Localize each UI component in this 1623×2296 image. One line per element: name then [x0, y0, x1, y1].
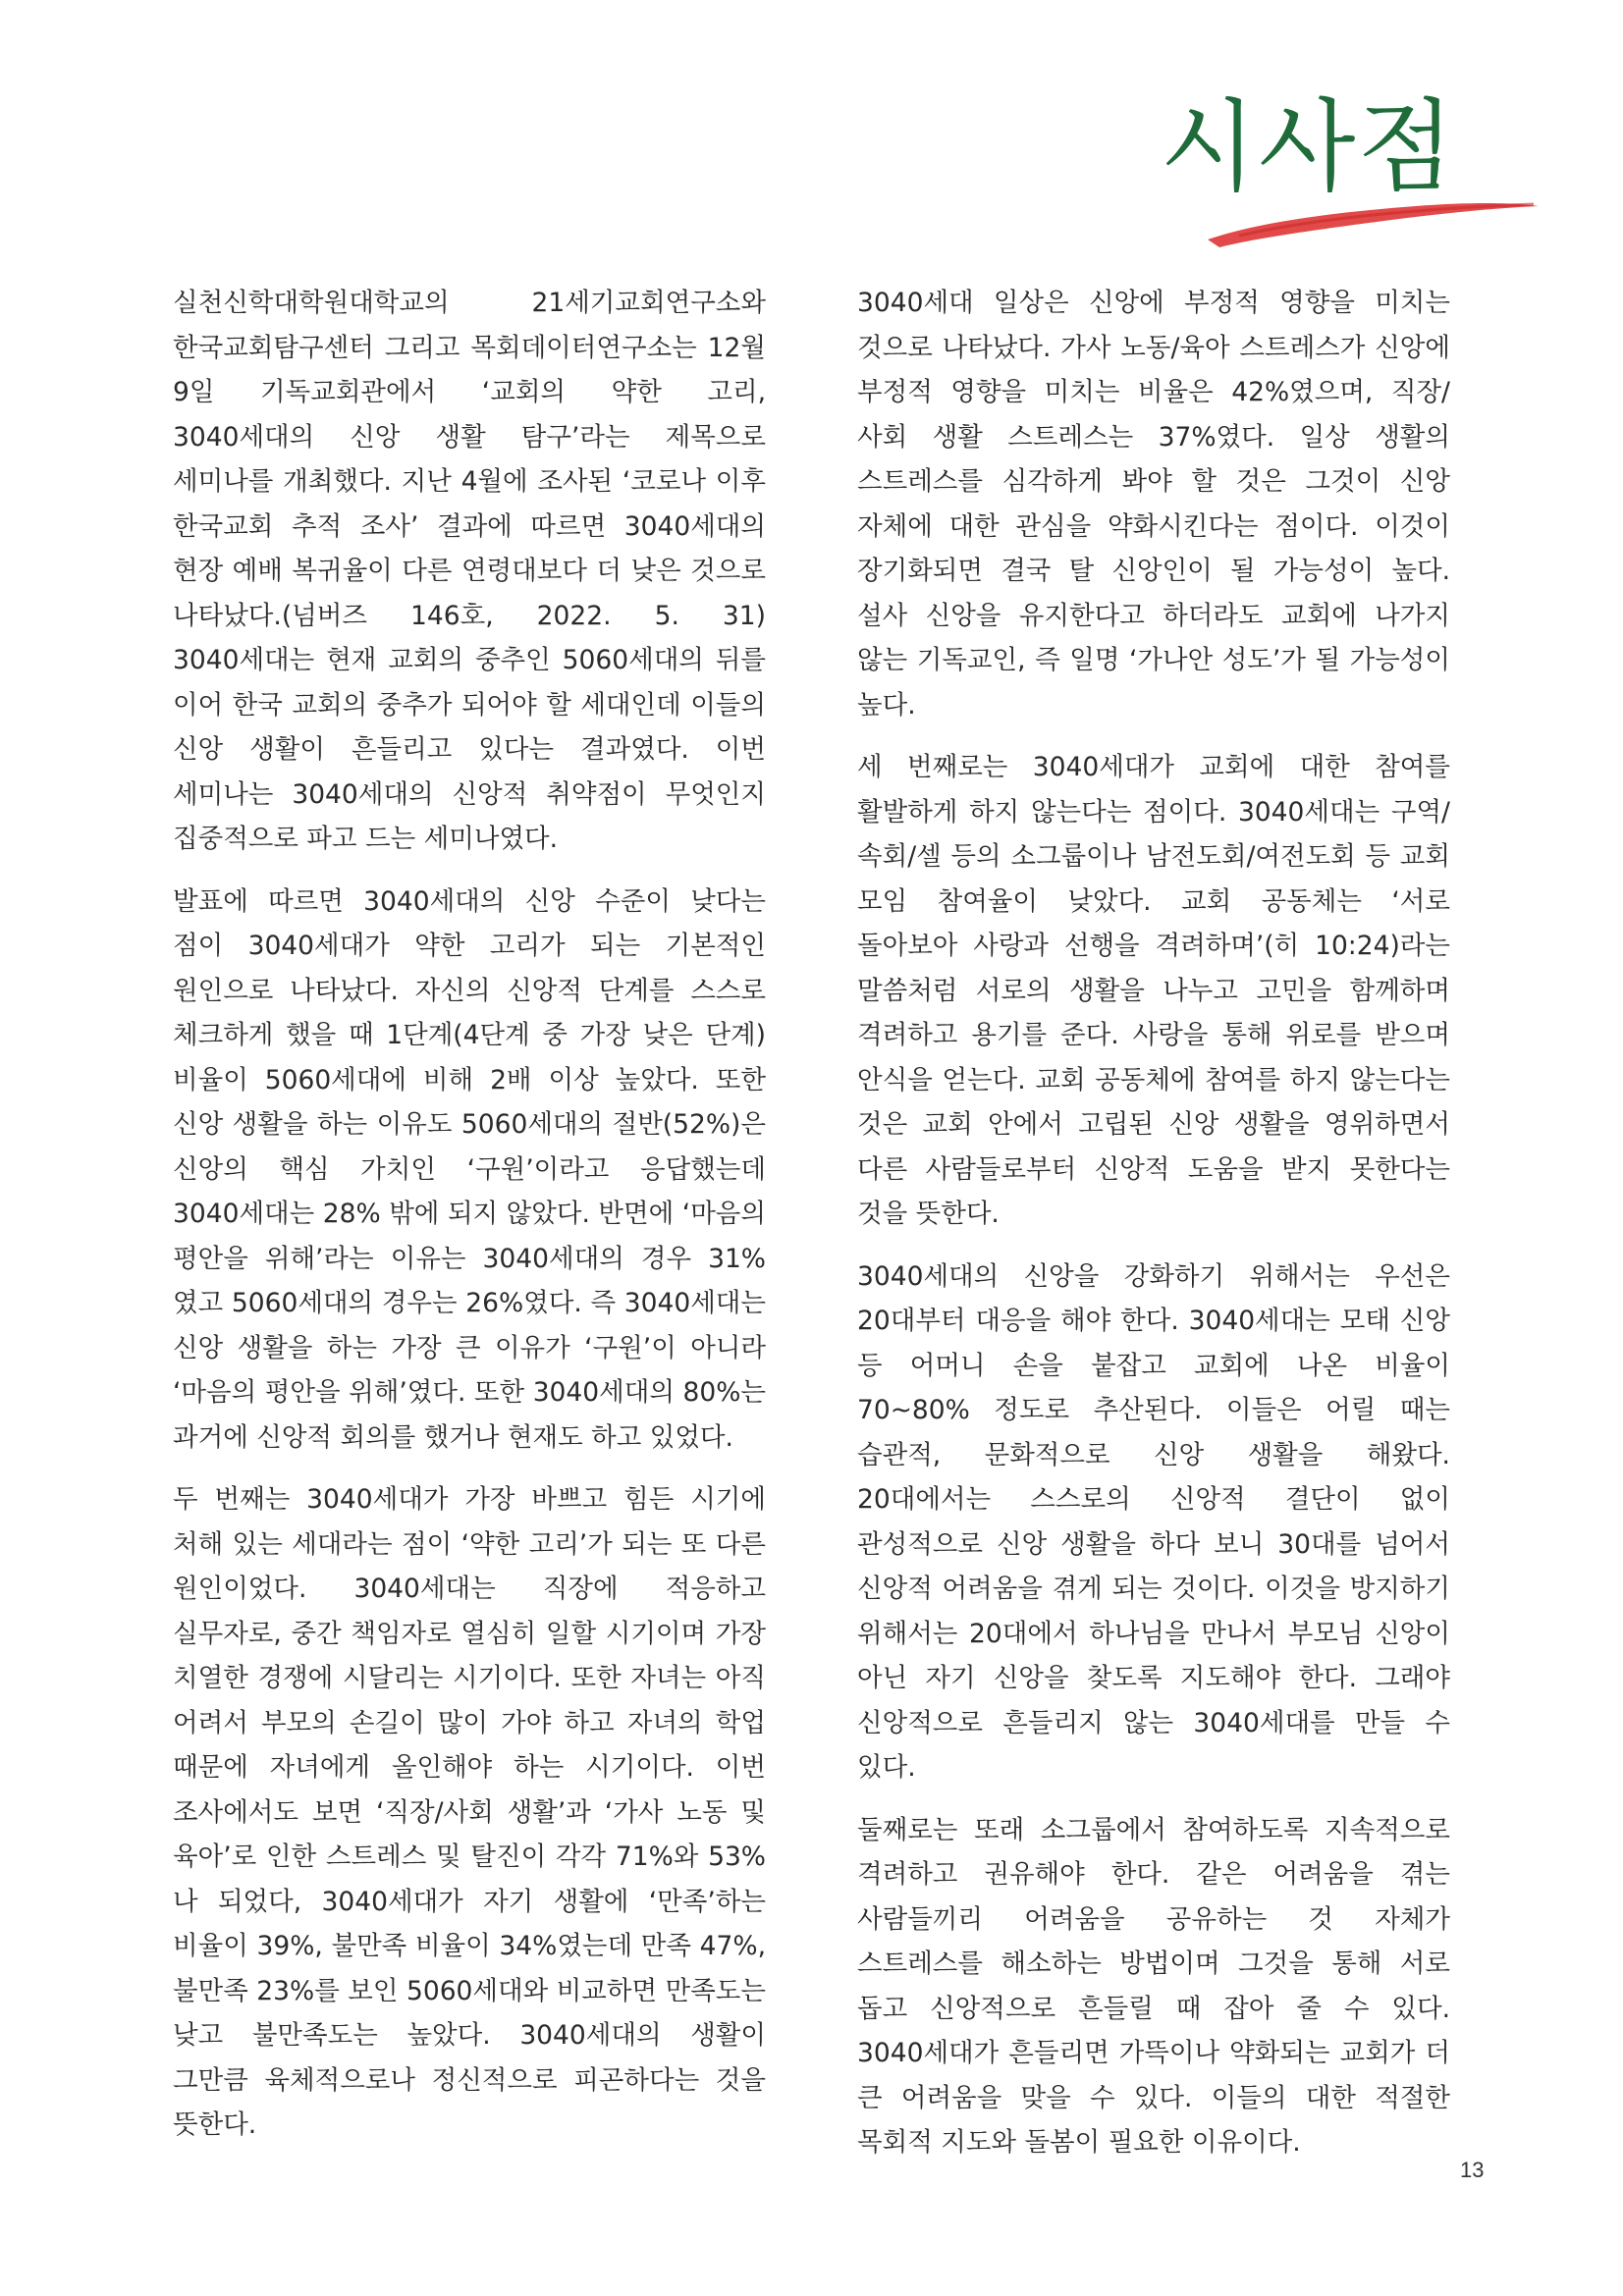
paragraph: 둘째로는 또래 소그룹에서 참여하도록 지속적으로 격려하고 권유해야 한다. 같은 어려움을 겪는 사람들끼리 어려움을 공유하는 것 자체가 스트레스를 해소하는 방법이며 그것을 통해 서로 돕고 신앙적으로 흔들릴 때 잡아 줄 수 있다. 3040세대가 흔들리면 가뜩이나 약화되는 교회가 더 큰 어려움을 맞을 수 있다. 이들의 대한 적절한 목회적 지도와 돌봄이 필요한 이유이다. [857, 1814, 1450, 2158]
paragraph: 두 번째는 3040세대가 가장 바쁘고 힘든 시기에 처해 있는 세대라는 점이 ‘약한 고리’가 되는 또 다른 원인이었다. 3040세대는 직장에 적응하고 실무자로, 중간 책임자로 열심히 일할 시기이며 가장 치열한 경쟁에 시달리는 시기이다. 또한 자녀는 아직 어려서 부모의 손길이 많이 가야 하고 자녀의 학업 때문에 자녀에게 올인해야 하는 시기이다. 이번 조사에서도 보면 ‘직장/사회 생활’과 ‘가사 노동 및 육아’로 인한 스트레스 및 탈진이 각각 71%와 53%나 되었다, 3040세대가 자기 생활에 ‘만족’하는 비율이 39%, 불만족 비율이 34%였는데 만족 47%, 불만족 23%를 보인 5060세대와 비교하면 만족도는 낮고 불만족도는 높았다. 3040세대의 생활이 그만큼 육체적으로나 정신적으로 피곤하다는 것을 뜻한다. [173, 1484, 766, 2140]
left-column [173, 281, 766, 2165]
title-brush-underline [1200, 192, 1543, 251]
paragraph: 세 번째로는 3040세대가 교회에 대한 참여를 활발하게 하지 않는다는 점이다. 3040세대는 구역/속회/셀 등의 소그룹이나 남전도회/여전도회 등 교회 모임 참여율이 낮았다. 교회 공동체는 ‘서로 돌아보아 사랑과 선행을 격려하며’(히 10:24)라는 말씀처럼 서로의 생활을 나누고 고민을 함께하며 격려하고 용기를 준다. 사랑을 통해 위로를 받으며 안식을 얻는다. 교회 공동체에 참여를 하지 않는다는 것은 교회 안에서 고립된 신앙 생활을 영위하면서 다른 사람들로부터 신앙적 도움을 받지 못한다는 것을 뜻한다. [857, 752, 1450, 1229]
right-column [857, 281, 1450, 2183]
page-number: 13 [1460, 2158, 1485, 2182]
brush-stroke [1208, 203, 1539, 247]
paragraph: 실천신학대학원대학교의 21세기교회연구소와 한국교회탐구센터 그리고 목회데이터연구소는 12월 9일 기독교회관에서 ‘교회의 약한 고리, 3040세대의 신앙 생활 탐구’라는 제목으로 세미나를 개최했다. 지난 4월에 조사된 ‘코로나 이후 한국교회 추적 조사’ 결과에 따르면 3040세대의 현장 예배 복귀율이 다른 연령대보다 더 낮은 것으로 나타났다.(넘버즈 146호, 2022. 5. 31) 3040세대는 현재 교회의 중추인 5060세대의 뒤를 이어 한국 교회의 중추가 되어야 할 세대인데 이들의 신앙 생활이 흔들리고 있다는 결과였다. 이번 세미나는 3040세대의 신앙적 취약점이 무엇인지 집중적으로 파고 드는 세미나였다. [173, 288, 766, 854]
page-title: 시사점 [1160, 89, 1456, 206]
paragraph: 발표에 따르면 3040세대의 신앙 수준이 낮다는 점이 3040세대가 약한 고리가 되는 기본적인 원인으로 나타났다. 자신의 신앙적 단계를 스스로 체크하게 했을 때 1단계(4단계 중 가장 낮은 단계) 비율이 5060세대에 비해 2배 이상 높았다. 또한 신앙 생활을 하는 이유도 5060세대의 절반(52%)은 신앙의 핵심 가치인 ‘구원’이라고 응답했는데 3040세대는 28% 밖에 되지 않았다. 반면에 ‘마음의 평안을 위해’라는 이유는 3040세대의 경우 31%였고 5060세대의 경우는 26%였다. 즉 3040세대는 신앙 생활을 하는 가장 큰 이유가 ‘구원’이 아니라 ‘마음의 평안을 위해’였다. 또한 3040세대의 80%는 과거에 신앙적 회의를 했거나 현재도 하고 있었다. [173, 885, 766, 1453]
paragraph: 3040세대의 신앙을 강화하기 위해서는 우선은 20대부터 대응을 해야 한다. 3040세대는 모태 신앙 등 어머니 손을 붙잡고 교회에 나온 비율이 70~80% 정도로 추산된다. 이들은 어릴 때는 습관적, 문화적으로 신앙 생활을 해왔다. 20대에서는 스스로의 신앙적 결단이 없이 관성적으로 신앙 생활을 하다 보니 30대를 넘어서 신앙적 어려움을 겪게 되는 것이다. 이것을 방지하기 위해서는 20대에서 하나님을 만나서 부모님 신앙이 아닌 자기 신앙을 찾도록 지도해야 한다. 그래야 신앙적으로 흔들리지 않는 3040세대를 만들 수 있다. [857, 1260, 1450, 1783]
paragraph: 3040세대 일상은 신앙에 부정적 영향을 미치는 것으로 나타났다. 가사 노동/육아 스트레스가 신앙에 부정적 영향을 미치는 비율은 42%였으며, 직장/사회 생활 스트레스는 37%였다. 일상 생활의 스트레스를 심각하게 봐야 할 것은 그것이 신앙 자체에 대한 관심을 약화시킨다는 점이다. 이것이 장기화되면 결국 탈 신앙인이 될 가능성이 높다. 설사 신앙을 유지한다고 하더라도 교회에 나가지 않는 기독교인, 즉 일명 ‘가나안 성도’가 될 가능성이 높다. [857, 288, 1450, 721]
